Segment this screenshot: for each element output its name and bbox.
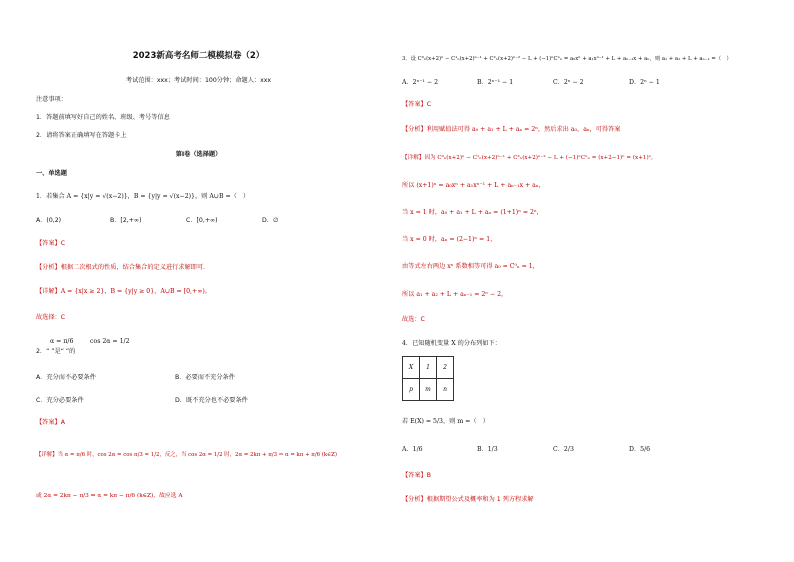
q3-step-1: 所以 (x+1)ⁿ = a₀xⁿ + a₁xⁿ⁻¹ + L + aₙ₋₁x + aₙ， bbox=[402, 182, 545, 189]
q3-choice: 故选：C bbox=[402, 316, 425, 323]
note-2: 2．请将答案正确填写在答题卡上 bbox=[36, 132, 127, 139]
table-cell: n bbox=[437, 379, 454, 401]
q2-option-a: A．充分而不必要条件 bbox=[36, 374, 96, 381]
q1-answer: 【答案】C bbox=[36, 240, 66, 247]
table-cell: X bbox=[403, 357, 420, 379]
q2-option-c: C．充分必要条件 bbox=[36, 397, 84, 404]
q3-step-2: 当 x = 1 时，a₀ + a₁ + L + aₙ = (1+1)ⁿ = 2ⁿ， bbox=[402, 209, 543, 216]
q1-choice: 故选择：C bbox=[36, 314, 66, 321]
q1-option-a: A．(0,2) bbox=[36, 217, 62, 224]
right-page bbox=[397, 0, 794, 562]
q2-answer: 【答案】A bbox=[36, 419, 65, 426]
question-1: 1．若集合 A = {x|y = √(x−2)}，B = {y|y = √(x−2)}，则 A∪B =（ ） bbox=[36, 193, 250, 200]
q4-condition: 若 E(X) = 5/3，则 m =（ ） bbox=[402, 418, 489, 425]
q2-option-b: B．必要而不充分条件 bbox=[175, 374, 235, 381]
section-title: 一、单选题 bbox=[36, 170, 67, 177]
question-3: 3．设 C⁰ₙ(x+2)ⁿ − C¹ₙ(x+2)ⁿ⁻¹ + C²ₙ(x+2)ⁿ⁻² − L + (−1)ⁿCⁿₙ = a₀xⁿ + a₁xⁿ⁻¹ + L + aₙ₋₁x + aₙ，则 a₁ + a₂ + L + aₙ₋₁ =（ ） bbox=[402, 56, 732, 62]
table-row bbox=[403, 357, 454, 379]
q3-option-a: A．2ⁿ⁻¹ − 2 bbox=[402, 79, 439, 86]
q4-answer: 【答案】B bbox=[402, 472, 431, 479]
table-cell: 2 bbox=[437, 357, 454, 379]
q3-option-d: D．2ⁿ − 1 bbox=[629, 79, 660, 86]
exam-title: 2023新高考名师二模模拟卷（2） bbox=[132, 51, 265, 61]
table-cell: p bbox=[403, 379, 420, 401]
q3-step-3: 当 x = 0 时，aₙ = (2−1)ⁿ = 1， bbox=[402, 236, 497, 243]
q1-detail: 【详解】A = {x|x ≥ 2}，B = {y|y ≥ 0}，A∪B = [0,+∞)。 bbox=[36, 288, 211, 295]
note-1: 1．答题前填写好自己的姓名、班级、考号等信息 bbox=[36, 114, 170, 121]
table-row bbox=[403, 379, 454, 401]
question-4: 4．已知随机变量 X 的分布列如下： bbox=[402, 340, 501, 347]
q4-option-d: D．5/6 bbox=[629, 446, 651, 453]
q4-option-a: A．1/6 bbox=[402, 446, 423, 453]
q1-option-b: B．[2,+∞) bbox=[110, 217, 142, 224]
part-title: 第Ⅰ卷（选择题） bbox=[175, 151, 222, 158]
q3-answer: 【答案】C bbox=[402, 101, 432, 108]
exam-info: 考试范围：xxx；考试时间：100分钟；命题人：xxx bbox=[125, 77, 272, 84]
q3-step-5: 所以 a₁ + a₂ + L + aₙ₋₁ = 2ⁿ − 2， bbox=[402, 291, 508, 298]
q4-analysis: 【分析】根据期望公式及概率和为 1 列方程求解 bbox=[402, 496, 534, 503]
q2-option-d: D．既不充分也不必要条件 bbox=[175, 397, 248, 404]
q3-analysis: 【分析】利用赋值法可得 a₀ + a₁ + L + aₙ = 2ⁿ，然后求出 a₀，aₙ，可得答案 bbox=[402, 126, 621, 133]
q4-option-c: C．2/3 bbox=[553, 446, 574, 453]
q1-option-c: C．[0,+∞) bbox=[186, 217, 218, 224]
table-cell: m bbox=[420, 379, 437, 401]
q3-option-c: C．2ⁿ − 2 bbox=[553, 79, 584, 86]
notes-header: 注意事项： bbox=[36, 96, 67, 103]
q3-step-4: 由等式左右两边 xⁿ 系数相等可得 a₀ = C⁰ₙ = 1， bbox=[402, 263, 539, 270]
q1-analysis: 【分析】根据二次根式的性质，结合集合的定义进行求解即可. bbox=[36, 264, 206, 271]
q2-detail-1: 【详解】当 α = π/6 时，cos 2α = cos π/3 = 1/2，反之，当 cos 2α = 1/2 时，2α = 2kπ + π/3 ⇒ α = kπ + π/6 (k∈Z) bbox=[36, 452, 338, 458]
table-cell: 1 bbox=[420, 357, 437, 379]
q2-formula-cos: cos 2α = 1/2 bbox=[90, 338, 130, 345]
q3-option-b: B．2ⁿ⁻¹ − 1 bbox=[477, 79, 514, 86]
q2-detail-2: 或 2α = 2kπ − π/3 ⇒ α = kπ − π/6 (k∈Z)，故应选 A bbox=[36, 493, 183, 499]
q2-formula-alpha: α = π/6 bbox=[50, 338, 74, 345]
distribution-table bbox=[402, 356, 454, 401]
q1-option-d: D．∅ bbox=[262, 217, 279, 224]
q4-option-b: B．1/3 bbox=[477, 446, 498, 453]
q3-detail: 【详解】因为 C⁰ₙ(x+2)ⁿ − C¹ₙ(x+2)ⁿ⁻¹ + C²ₙ(x+2)ⁿ⁻² − L + (−1)ⁿCⁿₙ = (x+2−1)ⁿ = (x+1)ⁿ， bbox=[402, 155, 657, 161]
question-2: 2．“ ”是“ ”的 bbox=[36, 348, 76, 355]
